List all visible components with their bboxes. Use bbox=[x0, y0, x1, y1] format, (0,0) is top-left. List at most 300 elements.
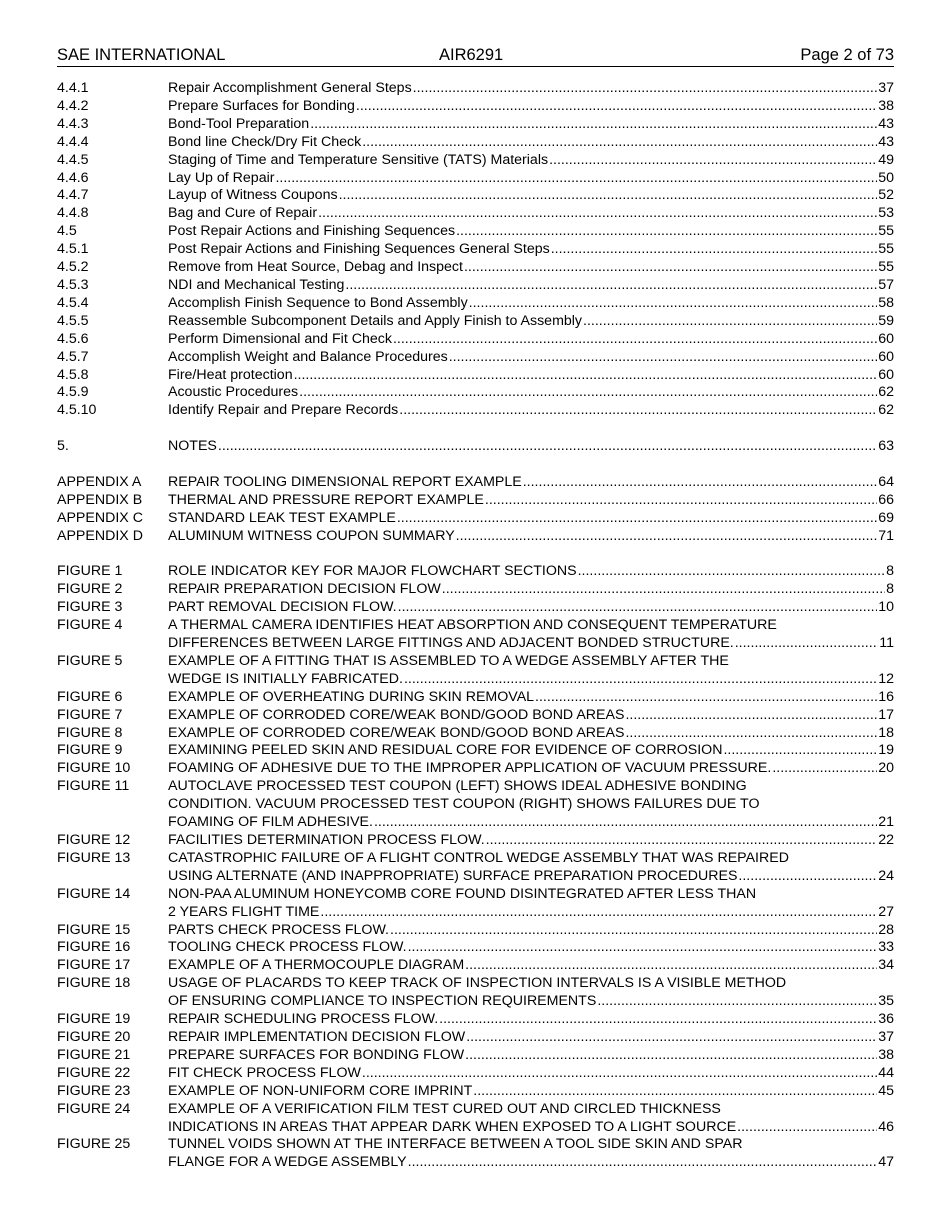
toc-entry-line bbox=[168, 134, 894, 152]
dot-leader bbox=[398, 599, 878, 617]
toc-entry-page: 21 bbox=[878, 814, 894, 831]
toc-entry-line bbox=[168, 205, 894, 223]
toc-entry-title: TUNNEL VOIDS SHOWN AT THE INTERFACE BETWEEN A TOOL SIDE SKIN AND SPAR bbox=[168, 1136, 743, 1153]
toc-entry-number: FIGURE 19 bbox=[57, 1011, 131, 1028]
toc-entry-line bbox=[168, 1065, 894, 1083]
toc-entry-line bbox=[168, 187, 894, 205]
toc-entry-number: FIGURE 18 bbox=[57, 975, 131, 992]
toc-entry-number: 4.4.1 bbox=[57, 80, 89, 96]
toc-entry[interactable] bbox=[57, 653, 894, 689]
toc-entry[interactable] bbox=[57, 313, 894, 331]
toc-entry[interactable] bbox=[57, 528, 894, 546]
toc-entry-line bbox=[168, 975, 894, 993]
toc-entry-line bbox=[168, 1154, 894, 1172]
toc-entry-line bbox=[168, 402, 894, 420]
toc-entry-page: 49 bbox=[878, 151, 894, 168]
dot-leader bbox=[772, 760, 877, 778]
toc-entry[interactable] bbox=[57, 349, 894, 367]
toc-entry-number: 4.5.5 bbox=[57, 312, 89, 329]
toc-entry-title: Reassemble Subcomponent Details and Apply Finish to Assembly bbox=[168, 312, 583, 329]
toc-entry-page: 69 bbox=[878, 509, 894, 526]
toc-entry-title: USING ALTERNATE (AND INAPPROPRIATE) SURFACE PREPARATION PROCEDURES bbox=[168, 867, 738, 884]
toc-entry-line bbox=[168, 313, 894, 331]
dot-leader bbox=[738, 868, 877, 886]
toc-entry-title: AUTOCLAVE PROCESSED TEST COUPON (LEFT) SHOWS IDEAL ADHESIVE BONDING bbox=[168, 778, 747, 795]
toc-entry-number: FIGURE 15 bbox=[57, 921, 131, 938]
toc-entry-title: Post Repair Actions and Finishing Sequences General Steps bbox=[168, 241, 550, 258]
toc-entry-number: FIGURE 2 bbox=[57, 581, 123, 598]
toc-entry-body bbox=[168, 259, 894, 277]
dot-leader bbox=[399, 402, 877, 420]
toc-entry-title: PARTS CHECK PROCESS FLOW. bbox=[168, 921, 389, 938]
toc-entry-page: 71 bbox=[878, 527, 894, 544]
toc-entry-page: 58 bbox=[878, 294, 894, 311]
toc-entry-body bbox=[168, 707, 894, 725]
toc-entry-title: Remove from Heat Source, Debag and Inspect bbox=[168, 259, 463, 276]
toc-entry-body bbox=[168, 277, 894, 295]
toc-entry-body bbox=[168, 975, 894, 1011]
toc-entry-page: 45 bbox=[878, 1082, 894, 1099]
toc-entry[interactable] bbox=[57, 241, 894, 259]
toc-entry-page: 52 bbox=[878, 187, 894, 204]
toc-entry[interactable] bbox=[57, 725, 894, 743]
dot-leader bbox=[583, 313, 877, 331]
toc-entry-body bbox=[168, 170, 894, 188]
toc-entry-number: FIGURE 11 bbox=[57, 778, 130, 795]
toc-entry-number: FIGURE 8 bbox=[57, 724, 123, 741]
toc-entry-page: 55 bbox=[878, 241, 894, 258]
toc-entry-title: Bond-Tool Preparation bbox=[168, 115, 310, 132]
toc-entry-number: 4.5.4 bbox=[57, 294, 89, 311]
toc-entry-line bbox=[168, 796, 894, 814]
toc-entry-title: FIT CHECK PROCESS FLOW bbox=[168, 1064, 361, 1081]
toc-entry-page: 55 bbox=[878, 259, 894, 276]
dot-leader bbox=[393, 331, 877, 349]
toc-entry-body bbox=[168, 402, 894, 420]
toc-entry-line bbox=[168, 886, 894, 904]
toc-entry-body bbox=[168, 384, 894, 402]
toc-entry-line bbox=[168, 581, 894, 599]
toc-entry-line bbox=[168, 1083, 894, 1101]
toc-entry-page: 8 bbox=[886, 563, 894, 580]
toc-entry-page: 43 bbox=[878, 115, 894, 132]
toc-entry-number: FIGURE 4 bbox=[57, 617, 123, 634]
dot-leader bbox=[442, 581, 885, 599]
toc-entry-body bbox=[168, 187, 894, 205]
dot-leader bbox=[218, 438, 877, 456]
dot-leader bbox=[339, 187, 878, 205]
toc-entry[interactable] bbox=[57, 581, 894, 599]
toc-entry-line bbox=[168, 742, 894, 760]
toc-entry-body bbox=[168, 510, 894, 528]
toc-entry-body bbox=[168, 367, 894, 385]
toc-entry-body bbox=[168, 725, 894, 743]
dot-leader bbox=[413, 80, 878, 98]
dot-leader bbox=[404, 671, 877, 689]
toc-entry-number: FIGURE 17 bbox=[57, 957, 131, 974]
toc-entry-title: Bag and Cure of Repair bbox=[168, 205, 318, 222]
dot-leader bbox=[275, 170, 877, 188]
toc-entry-body bbox=[168, 474, 894, 492]
toc-entry-line bbox=[168, 563, 894, 581]
toc-entry-body bbox=[168, 116, 894, 134]
toc-entry[interactable] bbox=[57, 939, 894, 957]
toc-entry-title: REPAIR TOOLING DIMENSIONAL REPORT EXAMPLE bbox=[168, 473, 522, 490]
toc-entry-line bbox=[168, 152, 894, 170]
toc-entry-title: STANDARD LEAK TEST EXAMPLE bbox=[168, 509, 396, 526]
toc-entry-number: 4.5 bbox=[57, 223, 77, 240]
toc-entry-number: 5. bbox=[57, 438, 69, 455]
toc-entry-page: 8 bbox=[886, 581, 894, 598]
toc-entry-line bbox=[168, 1047, 894, 1065]
toc-entry[interactable] bbox=[57, 1136, 894, 1172]
toc-entry-number: FIGURE 23 bbox=[57, 1082, 131, 1099]
toc-entry-page: 33 bbox=[878, 939, 894, 956]
toc-entry[interactable] bbox=[57, 331, 894, 349]
toc-entry-page: 60 bbox=[878, 366, 894, 383]
toc-entry-number: 4.5.3 bbox=[57, 276, 89, 293]
toc-entry-line bbox=[168, 438, 894, 456]
dot-leader bbox=[390, 922, 877, 940]
toc-entry[interactable] bbox=[57, 778, 894, 832]
toc-entry-number: APPENDIX A bbox=[57, 473, 142, 490]
dot-leader bbox=[723, 742, 877, 760]
toc-entry-line bbox=[168, 349, 894, 367]
toc-entry-line bbox=[168, 599, 894, 617]
toc-entry-number: FIGURE 3 bbox=[57, 599, 123, 616]
table-of-contents bbox=[57, 80, 894, 1172]
toc-entry-line bbox=[168, 957, 894, 975]
toc-entry-title: FOAMING OF ADHESIVE DUE TO THE IMPROPER APPLICATION OF VACUUM PRESSURE. bbox=[168, 760, 772, 777]
dot-leader bbox=[374, 814, 877, 832]
toc-entry-body bbox=[168, 1101, 894, 1137]
toc-entry-title: Repair Accomplishment General Steps bbox=[168, 80, 412, 96]
toc-entry-page: 18 bbox=[878, 724, 894, 741]
toc-entry[interactable] bbox=[57, 850, 894, 886]
toc-entry-body bbox=[168, 1136, 894, 1172]
toc-entry-number: FIGURE 12 bbox=[57, 832, 131, 849]
toc-entry-page: 55 bbox=[878, 223, 894, 240]
toc-entry[interactable] bbox=[57, 170, 894, 188]
toc-entry[interactable] bbox=[57, 1011, 894, 1029]
toc-entry-title: Lay Up of Repair bbox=[168, 169, 275, 186]
toc-entry-line bbox=[168, 725, 894, 743]
toc-entry-title: EXAMPLE OF CORRODED CORE/WEAK BOND/GOOD BOND AREAS bbox=[168, 724, 625, 741]
toc-entry-title: PREPARE SURFACES FOR BONDING FLOW bbox=[168, 1046, 465, 1063]
toc-entry[interactable] bbox=[57, 384, 894, 402]
toc-entry-line bbox=[168, 1029, 894, 1047]
toc-entry-page: 62 bbox=[878, 402, 894, 419]
toc-entry[interactable] bbox=[57, 886, 894, 922]
dot-leader bbox=[345, 277, 877, 295]
toc-entry-line bbox=[168, 1119, 894, 1137]
toc-entry-title: EXAMINING PEELED SKIN AND RESIDUAL CORE FOR EVIDENCE OF CORROSION bbox=[168, 742, 723, 759]
dot-leader bbox=[625, 707, 877, 725]
toc-entry-number: 4.4.2 bbox=[57, 97, 89, 114]
toc-entry[interactable] bbox=[57, 80, 894, 98]
toc-entry-line bbox=[168, 116, 894, 134]
toc-entry-line bbox=[168, 331, 894, 349]
dot-leader bbox=[523, 474, 877, 492]
toc-entry-number: 4.4.8 bbox=[57, 205, 89, 222]
toc-entry[interactable] bbox=[57, 957, 894, 975]
toc-entry-body bbox=[168, 939, 894, 957]
toc-entry-number: 4.5.2 bbox=[57, 259, 89, 276]
toc-entry-number: 4.5.1 bbox=[57, 241, 89, 258]
toc-entry-page: 19 bbox=[878, 742, 894, 759]
toc-entry-title: DIFFERENCES BETWEEN LARGE FITTINGS AND ADJACENT BONDED STRUCTURE. bbox=[168, 635, 734, 652]
toc-entry-page: 47 bbox=[878, 1154, 894, 1171]
toc-entry[interactable] bbox=[57, 599, 894, 617]
toc-entry-body bbox=[168, 438, 894, 456]
toc-entry-line bbox=[168, 528, 894, 546]
toc-entry-page: 44 bbox=[878, 1064, 894, 1081]
toc-entry-title: Layup of Witness Coupons bbox=[168, 187, 338, 204]
toc-entry-number: FIGURE 6 bbox=[57, 688, 123, 705]
toc-entry[interactable] bbox=[57, 205, 894, 223]
toc-entry-page: 53 bbox=[878, 205, 894, 222]
toc-entry-title: THERMAL AND PRESSURE REPORT EXAMPLE bbox=[168, 491, 484, 508]
toc-entry-number: FIGURE 14 bbox=[57, 885, 131, 902]
toc-entry-line bbox=[168, 814, 894, 832]
toc-entry-title: Accomplish Weight and Balance Procedures bbox=[168, 348, 448, 365]
toc-entry-body bbox=[168, 152, 894, 170]
toc-entry-number: 4.5.7 bbox=[57, 348, 89, 365]
toc-entry[interactable] bbox=[57, 510, 894, 528]
toc-entry-line bbox=[168, 868, 894, 886]
toc-entry-page: 50 bbox=[878, 169, 894, 186]
toc-entry[interactable] bbox=[57, 742, 894, 760]
dot-leader bbox=[397, 510, 877, 528]
toc-entry[interactable] bbox=[57, 1047, 894, 1065]
toc-entry[interactable] bbox=[57, 116, 894, 134]
toc-entry-line bbox=[168, 635, 894, 653]
toc-entry-title: Accomplish Finish Sequence to Bond Assembly bbox=[168, 294, 468, 311]
toc-entry-title: FOAMING OF FILM ADHESIVE. bbox=[168, 814, 373, 831]
toc-entry[interactable] bbox=[57, 1029, 894, 1047]
toc-entry[interactable] bbox=[57, 689, 894, 707]
toc-entry[interactable] bbox=[57, 367, 894, 385]
toc-entry-body bbox=[168, 98, 894, 116]
toc-entry-title: USAGE OF PLACARDS TO KEEP TRACK OF INSPECTION INTERVALS IS A VISIBLE METHOD bbox=[168, 975, 787, 992]
toc-entry-body bbox=[168, 1011, 894, 1029]
toc-entry-body bbox=[168, 957, 894, 975]
toc-entry-title: EXAMPLE OF A THERMOCOUPLE DIAGRAM bbox=[168, 957, 465, 974]
toc-entry-number: APPENDIX B bbox=[57, 491, 143, 508]
toc-entry-line bbox=[168, 1101, 894, 1119]
toc-entry-line bbox=[168, 277, 894, 295]
dot-leader bbox=[737, 1119, 877, 1137]
toc-entry-title: CONDITION. VACUUM PROCESSED TEST COUPON (RIGHT) SHOWS FAILURES DUE TO bbox=[168, 796, 760, 813]
toc-entry-line bbox=[168, 241, 894, 259]
dot-leader bbox=[466, 1029, 877, 1047]
toc-entry-title: REPAIR SCHEDULING PROCESS FLOW. bbox=[168, 1011, 439, 1028]
toc-entry-line bbox=[168, 295, 894, 313]
toc-entry-number: 4.5.6 bbox=[57, 330, 89, 347]
toc-entry-number: FIGURE 1 bbox=[57, 563, 123, 580]
toc-entry[interactable] bbox=[57, 134, 894, 152]
toc-entry-number: FIGURE 21 bbox=[57, 1046, 131, 1063]
toc-entry-number: FIGURE 5 bbox=[57, 652, 123, 669]
toc-entry-number: 4.5.8 bbox=[57, 366, 89, 383]
toc-entry-body bbox=[168, 760, 894, 778]
toc-entry-number: FIGURE 13 bbox=[57, 849, 131, 866]
toc-entry[interactable] bbox=[57, 402, 894, 420]
toc-entry[interactable] bbox=[57, 617, 894, 653]
dot-leader bbox=[486, 832, 878, 850]
toc-entry-body bbox=[168, 581, 894, 599]
toc-entry-number: FIGURE 10 bbox=[57, 760, 131, 777]
toc-entry-line bbox=[168, 778, 894, 796]
toc-entry-page: 10 bbox=[878, 599, 894, 616]
toc-entry-page: 38 bbox=[878, 97, 894, 114]
toc-entry-title: 2 YEARS FLIGHT TIME bbox=[168, 903, 320, 920]
dot-leader bbox=[449, 349, 878, 367]
toc-entry-body bbox=[168, 331, 894, 349]
toc-entry-body bbox=[168, 886, 894, 922]
toc-entry-number: 4.5.10 bbox=[57, 402, 97, 419]
toc-entry-title: FACILITIES DETERMINATION PROCESS FLOW. bbox=[168, 832, 485, 849]
toc-entry[interactable] bbox=[57, 152, 894, 170]
toc-entry-number: FIGURE 24 bbox=[57, 1100, 131, 1117]
toc-entry-page: 16 bbox=[878, 688, 894, 705]
toc-entry-title: EXAMPLE OF NON-UNIFORM CORE IMPRINT bbox=[168, 1082, 473, 1099]
toc-entry-title: REPAIR IMPLEMENTATION DECISION FLOW bbox=[168, 1028, 466, 1045]
toc-entry-page: 37 bbox=[878, 80, 894, 96]
toc-entry[interactable] bbox=[57, 98, 894, 116]
toc-entry-body bbox=[168, 134, 894, 152]
toc-entry[interactable] bbox=[57, 1083, 894, 1101]
toc-entry-line bbox=[168, 259, 894, 277]
toc-entry-line bbox=[168, 671, 894, 689]
dot-leader bbox=[362, 1065, 877, 1083]
toc-entry-page: 17 bbox=[878, 706, 894, 723]
toc-entry-page: 34 bbox=[878, 957, 894, 974]
toc-entry-line bbox=[168, 832, 894, 850]
toc-entry-title: EXAMPLE OF CORRODED CORE/WEAK BOND/GOOD BOND AREAS bbox=[168, 706, 625, 723]
toc-entry-title: ALUMINUM WITNESS COUPON SUMMARY bbox=[168, 527, 455, 544]
toc-entry-title: EXAMPLE OF A VERIFICATION FILM TEST CURED OUT AND CIRCLED THICKNESS bbox=[168, 1100, 721, 1117]
toc-entry-body bbox=[168, 1047, 894, 1065]
toc-entry-number: FIGURE 20 bbox=[57, 1028, 131, 1045]
toc-entry-number: 4.4.6 bbox=[57, 169, 89, 186]
toc-entry-line bbox=[168, 993, 894, 1011]
toc-entry-title: Post Repair Actions and Finishing Sequences bbox=[168, 223, 456, 240]
dot-leader bbox=[485, 492, 877, 510]
toc-entry-title: CATASTROPHIC FAILURE OF A FLIGHT CONTROL WEDGE ASSEMBLY THAT WAS REPAIRED bbox=[168, 849, 789, 866]
dot-leader bbox=[294, 367, 878, 385]
page-header bbox=[57, 44, 894, 67]
toc-entry-page: 46 bbox=[878, 1118, 894, 1135]
header-organization: SAE INTERNATIONAL bbox=[57, 46, 226, 64]
toc-entry-body bbox=[168, 850, 894, 886]
toc-entry[interactable] bbox=[57, 922, 894, 940]
toc-entry-body bbox=[168, 778, 894, 832]
dot-leader bbox=[318, 205, 877, 223]
toc-entry[interactable] bbox=[57, 492, 894, 510]
dot-leader bbox=[310, 116, 877, 134]
toc-entry[interactable] bbox=[57, 277, 894, 295]
toc-entry[interactable] bbox=[57, 259, 894, 277]
toc-entry[interactable] bbox=[57, 707, 894, 725]
toc-entry-number: 4.4.4 bbox=[57, 133, 89, 150]
toc-entry-line bbox=[168, 384, 894, 402]
toc-entry[interactable] bbox=[57, 187, 894, 205]
dot-leader bbox=[549, 152, 877, 170]
toc-entry-body bbox=[168, 922, 894, 940]
toc-entry[interactable] bbox=[57, 295, 894, 313]
toc-entry-page: 37 bbox=[878, 1028, 894, 1045]
toc-entry-body bbox=[168, 1065, 894, 1083]
toc-entry-page: 24 bbox=[878, 867, 894, 884]
dot-leader bbox=[597, 993, 877, 1011]
toc-entry-page: 66 bbox=[878, 491, 894, 508]
toc-entry-line bbox=[168, 80, 894, 98]
toc-entry[interactable] bbox=[57, 1101, 894, 1137]
toc-entry-page: 63 bbox=[878, 438, 894, 455]
toc-entry-body bbox=[168, 689, 894, 707]
toc-entry-title: INDICATIONS IN AREAS THAT APPEAR DARK WHEN EXPOSED TO A LIGHT SOURCE bbox=[168, 1118, 737, 1135]
toc-entry-line bbox=[168, 170, 894, 188]
toc-entry-title: Bond line Check/Dry Fit Check bbox=[168, 133, 362, 150]
dot-leader bbox=[320, 904, 877, 922]
dot-leader bbox=[473, 1083, 877, 1101]
toc-entry[interactable] bbox=[57, 832, 894, 850]
toc-entry-title: A THERMAL CAMERA IDENTIFIES HEAT ABSORPTION AND CONSEQUENT TEMPERATURE bbox=[168, 617, 777, 634]
toc-entry-number: FIGURE 22 bbox=[57, 1064, 131, 1081]
toc-entry-line bbox=[168, 653, 894, 671]
toc-entry-line bbox=[168, 474, 894, 492]
toc-entry-number: APPENDIX D bbox=[57, 527, 143, 544]
toc-entry-body bbox=[168, 563, 894, 581]
toc-entry-line bbox=[168, 492, 894, 510]
toc-entry-title: Acoustic Procedures bbox=[168, 384, 299, 401]
toc-entry-page: 43 bbox=[878, 133, 894, 150]
toc-entry[interactable] bbox=[57, 438, 894, 456]
dot-leader bbox=[439, 1011, 877, 1029]
dot-leader bbox=[625, 725, 877, 743]
toc-entry[interactable] bbox=[57, 474, 894, 492]
toc-entry-number: FIGURE 7 bbox=[57, 706, 123, 723]
toc-entry-body bbox=[168, 832, 894, 850]
toc-entry[interactable] bbox=[57, 563, 894, 581]
toc-entry-title: PART REMOVAL DECISION FLOW. bbox=[168, 599, 397, 616]
toc-entry-body bbox=[168, 528, 894, 546]
header-page-number: Page 2 of 73 bbox=[800, 46, 894, 64]
toc-entry-title: ROLE INDICATOR KEY FOR MAJOR FLOWCHART SECTIONS bbox=[168, 563, 577, 580]
toc-entry-title: Prepare Surfaces for Bonding bbox=[168, 97, 355, 114]
toc-entry-number: APPENDIX C bbox=[57, 509, 143, 526]
toc-entry-number: 4.4.7 bbox=[57, 187, 89, 204]
toc-entry-title: EXAMPLE OF A FITTING THAT IS ASSEMBLED TO A WEDGE ASSEMBLY AFTER THE bbox=[168, 652, 729, 669]
toc-entry-page: 35 bbox=[878, 993, 894, 1010]
dot-leader bbox=[456, 528, 878, 546]
toc-entry[interactable] bbox=[57, 760, 894, 778]
toc-entry-line bbox=[168, 707, 894, 725]
toc-entry[interactable] bbox=[57, 223, 894, 241]
toc-entry[interactable] bbox=[57, 1065, 894, 1083]
toc-entry[interactable] bbox=[57, 975, 894, 1011]
toc-entry-title: OF ENSURING COMPLIANCE TO INSPECTION REQUIREMENTS bbox=[168, 993, 597, 1010]
toc-entry-line bbox=[168, 922, 894, 940]
toc-entry-body bbox=[168, 1029, 894, 1047]
toc-entry-number: FIGURE 25 bbox=[57, 1136, 131, 1153]
toc-entry-title: EXAMPLE OF OVERHEATING DURING SKIN REMOVAL bbox=[168, 688, 535, 705]
dot-leader bbox=[578, 563, 886, 581]
toc-entry-page: 59 bbox=[878, 312, 894, 329]
header-document-number: AIR6291 bbox=[439, 46, 504, 64]
toc-entry-page: 28 bbox=[878, 921, 894, 938]
